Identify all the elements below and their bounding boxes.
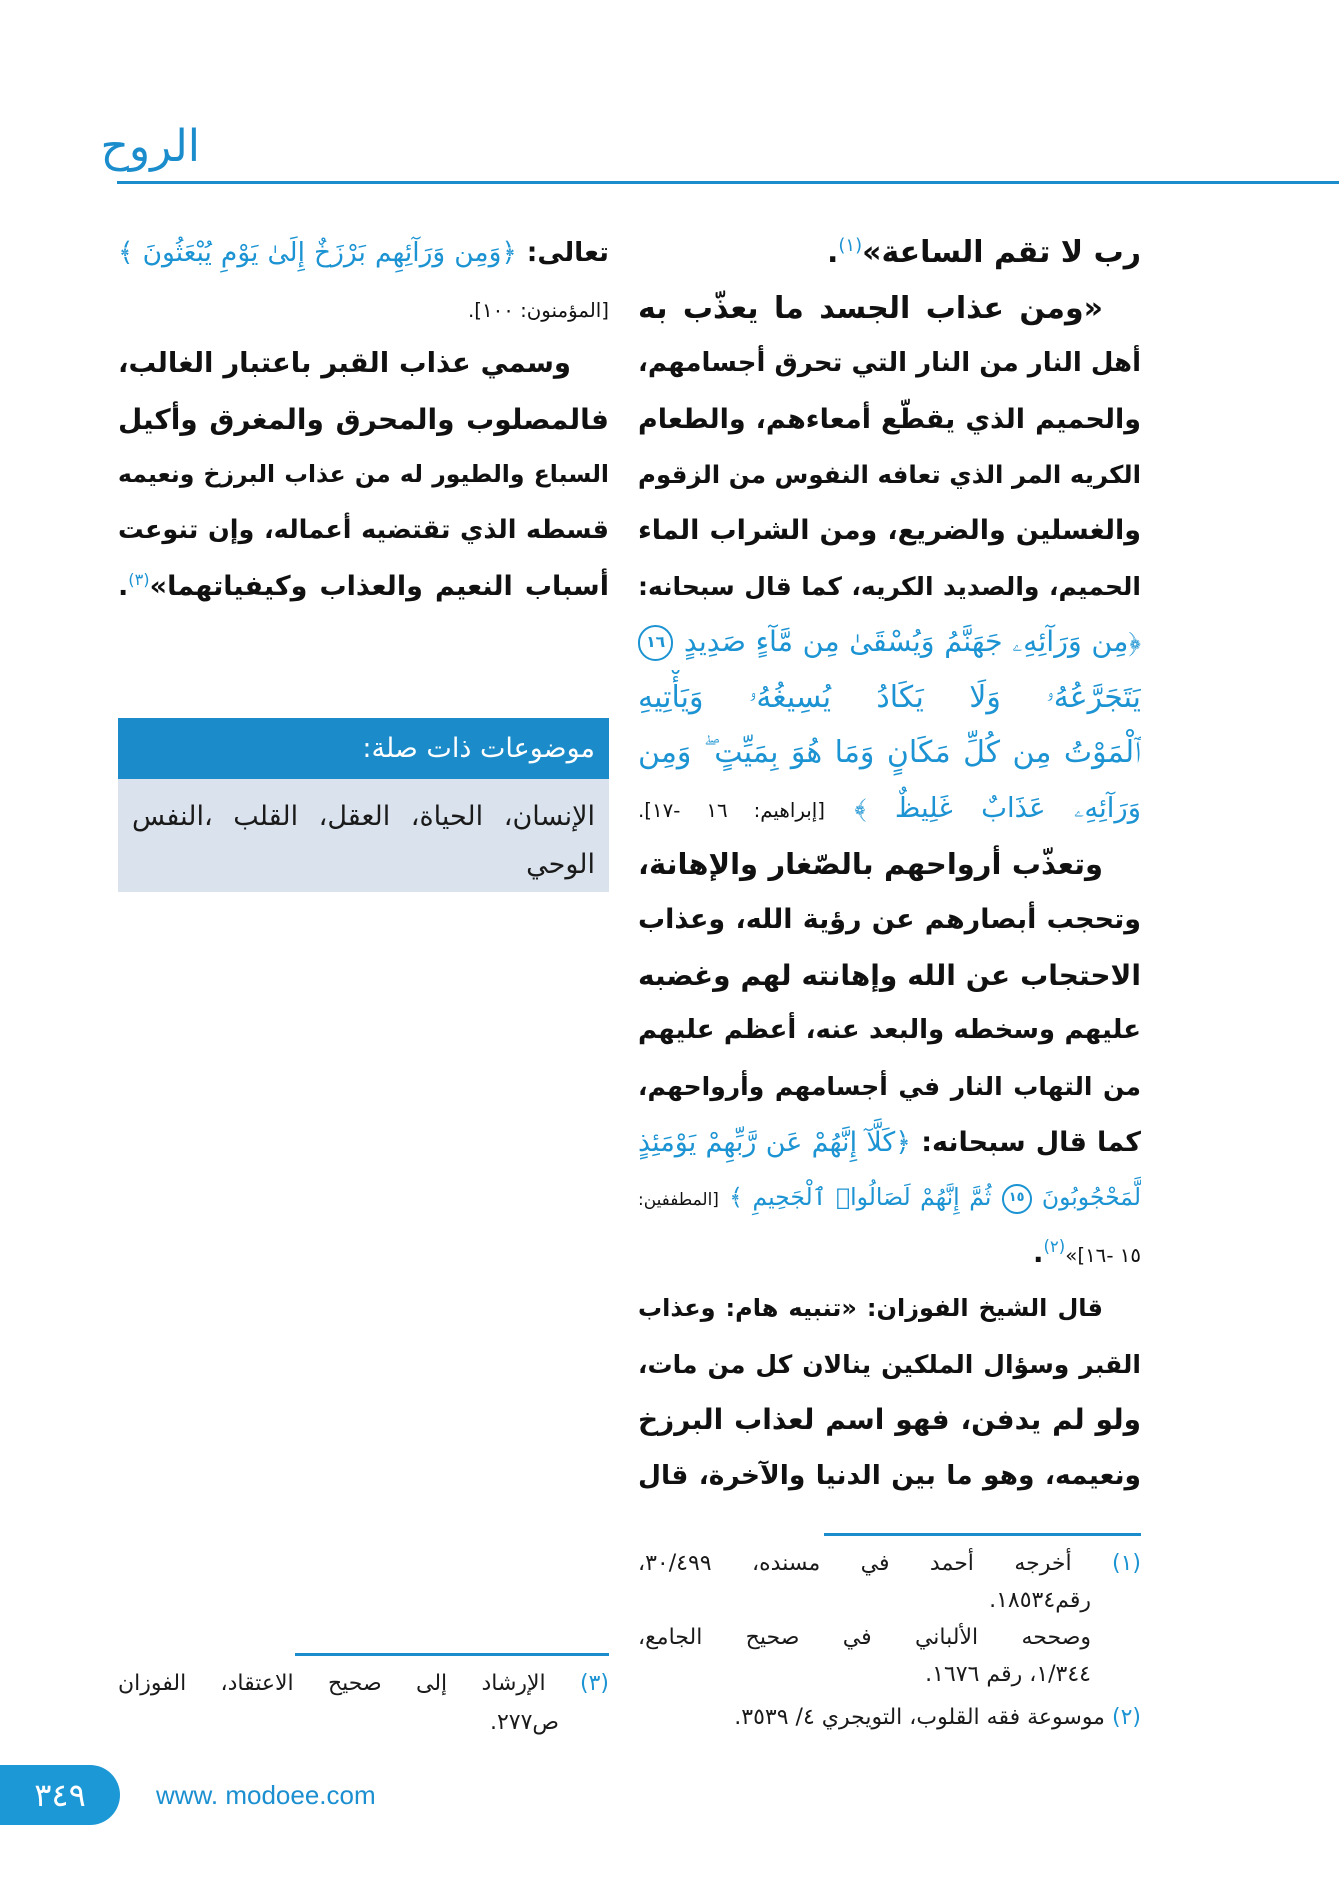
text-line — [118, 225, 609, 281]
line-text: القبر وسؤال الملكين ينالان كل من مات، — [638, 1349, 1141, 1379]
footnote-text: وصححه الألباني في صحيح الجامع، — [638, 1625, 1091, 1650]
footnote-line — [118, 1664, 609, 1703]
line-text: تعالى: — [526, 237, 609, 268]
verse-reference: [المؤمنون: ١٠٠]. — [467, 298, 609, 322]
text-line — [638, 837, 1141, 893]
verse-reference: [المطففين: — [638, 1189, 719, 1210]
quran-line — [638, 781, 1141, 837]
text-line — [638, 225, 1141, 281]
text-line — [638, 1226, 1141, 1282]
footnote-line — [638, 1699, 1141, 1736]
footnote-number: (١) — [1111, 1551, 1141, 1576]
line-text: من التهاب النار في أجسامهم وأرواحهم، — [638, 1071, 1141, 1101]
text-line — [638, 447, 1141, 503]
text-line — [118, 503, 609, 559]
text-line — [118, 336, 609, 392]
quran-verse-text: ٱلْمَوْتُ مِن كُلِّ مَكَانٍ وَمَا هُوَ بِمَيِّتٍ ۖ وَمِن — [638, 735, 1141, 771]
verse-reference: [إبراهيم: ١٦ -١٧]. — [638, 798, 825, 822]
quran-line — [638, 725, 1141, 781]
line-text: الاحتجاب عن الله وإهانته لهم وغضبه — [638, 958, 1141, 992]
footnote-line — [638, 1545, 1141, 1582]
footnote-line — [638, 1582, 1141, 1619]
text-line — [638, 1281, 1141, 1337]
footnote-text: ص٢٧٧. — [489, 1710, 559, 1735]
footnote-line — [118, 1703, 609, 1742]
line-text: قال الشيخ الفوزان: «تنبيه هام: وعذاب — [638, 1294, 1103, 1323]
footnote-text: أخرجه أحمد في مسنده، ٣٠/٤٩٩، — [638, 1551, 1072, 1576]
header-divider — [117, 181, 1339, 184]
footnote-text: رقم١٨٥٣٤. — [989, 1588, 1091, 1613]
related-topics-box — [118, 779, 609, 892]
quran-verse-text: يَتَجَرَّعُهُۥ وَلَا يَكَادُ يُسِيغُهُۥ وَيَأْتِيهِ — [638, 679, 1141, 715]
quran-verse-text: ﴿مِن وَرَآئِهِۦ جَهَنَّمُ وَيُسْقَىٰ مِن مَّآءٍ صَدِيدٍ — [683, 625, 1141, 659]
line-text: . — [118, 570, 129, 602]
text-line — [638, 281, 1141, 337]
related-topics-list — [118, 779, 609, 889]
footnote-number: (٣) — [579, 1671, 609, 1696]
footnote-line — [638, 1656, 1141, 1693]
line-text: السباع والطيور له من عذاب البرزخ ونعيمه — [118, 460, 609, 489]
line-text: الكريه المر الذي تعافه النفوس من الزقوم — [638, 460, 1141, 490]
text-line — [118, 281, 609, 337]
line-text: وتعذّب أرواحهم بالصّغار والإهانة، — [638, 846, 1103, 881]
quran-line — [638, 614, 1141, 670]
footnote-text: الإرشاد إلى صحيح الاعتقاد، الفوزان — [118, 1671, 546, 1696]
text-line — [638, 392, 1141, 448]
line-text: رب لا تقم الساعة» — [862, 235, 1141, 270]
text-line — [638, 1059, 1141, 1115]
quran-verse-text: ثُمَّ إِنَّهُمْ لَصَالُوا۟ ٱلْجَحِيمِ ﴾ — [729, 1183, 992, 1212]
line-text: أسباب النعيم والعذاب وكيفياتهما» — [149, 570, 609, 602]
page-number: ٣٤٩ — [34, 1776, 86, 1814]
line-text: كما قال سبحانه: — [921, 1126, 1141, 1158]
related-topics-header — [118, 718, 609, 779]
footnote-line — [638, 1619, 1141, 1656]
line-text: وسمي عذاب القبر باعتبار الغالب، — [118, 347, 571, 380]
quran-verse-text: وَرَآئِهِۦ عَذَابٌ غَلِيظٌ ﴾ — [854, 791, 1141, 824]
quran-verse-text: ﴿كَلَّآ إِنَّهُمْ عَن رَّبِّهِمْ يَوْمَئِذٍ — [638, 1126, 912, 1158]
footnote-marker: (١) — [838, 235, 863, 256]
footnotes-right — [638, 1545, 1141, 1736]
line-text: عليهم وسخطه والبعد عنه، أعظم عليهم — [638, 1015, 1141, 1046]
text-line — [638, 892, 1141, 948]
line-text: والحميم الذي يقطّع أمعاءهم، والطعام — [638, 403, 1141, 435]
line-text: أهل النار من النار التي تحرق أجسامهم، — [638, 348, 1141, 379]
text-line — [118, 392, 609, 448]
footnotes-left — [118, 1664, 609, 1742]
text-line — [638, 559, 1141, 615]
text-line — [638, 948, 1141, 1004]
line-text: فالمصلوب والمحرق والمغرق وأكيل — [118, 402, 609, 436]
ayah-number-marker: ١٥ — [1002, 1184, 1032, 1214]
footnote-number: (٢) — [1111, 1705, 1141, 1730]
text-line — [638, 336, 1141, 392]
left-text-column — [118, 225, 609, 614]
quran-verse-text: ﴿وَمِن وَرَآئِهِم بَرْزَخٌ إِلَىٰ يَوْمِ يُبْعَثُونَ ﴾ — [118, 237, 517, 268]
footnote-text: ١/٣٤٤، رقم ١٦٧٦. — [925, 1662, 1091, 1687]
text-line — [638, 1448, 1141, 1504]
related-topics-title: موضوعات ذات صلة: — [362, 733, 595, 764]
footnote-text: موسوعة فقه القلوب، التويجري ٤/ ٣٥٣٩. — [734, 1705, 1105, 1730]
line-text: . — [826, 235, 839, 270]
right-text-column — [638, 225, 1141, 1504]
footnote-marker: (٢) — [1043, 1236, 1066, 1256]
related-topics-line: الوحي — [526, 849, 595, 880]
line-text: ولو لم يدفن، فهو اسم لعذاب البرزخ — [638, 1403, 1141, 1437]
page-number-tab — [0, 1765, 120, 1825]
text-line — [638, 1115, 1141, 1171]
verse-reference: ١٥ -١٦]» — [1065, 1243, 1141, 1267]
text-line — [118, 447, 609, 503]
quran-line — [638, 670, 1141, 726]
footnote-divider — [824, 1533, 1141, 1536]
line-text: «ومن عذاب الجسد ما يعذّب به — [638, 290, 1103, 326]
line-text: الحميم، والصديد الكريه، كما قال سبحانه: — [638, 571, 1141, 601]
footnote-divider — [295, 1653, 609, 1656]
website-url: www. modoee.com — [156, 1780, 376, 1810]
text-line — [638, 1003, 1141, 1059]
quran-line — [638, 1170, 1141, 1226]
line-text: وتحجب أبصارهم عن رؤية الله، وعذاب — [638, 904, 1141, 936]
text-line — [638, 503, 1141, 559]
related-topics-line: الإنسان، الحياة، العقل، القلب ،النفس — [132, 801, 595, 832]
ayah-number-marker: ١٦ — [638, 625, 673, 660]
text-line — [118, 559, 609, 615]
quran-verse-text: لَّمَحْجُوبُونَ — [1041, 1183, 1141, 1212]
text-line — [638, 1392, 1141, 1448]
line-text: والغسلين والضريع، ومن الشراب الماء — [638, 514, 1141, 546]
chapter-title: الروح — [100, 121, 200, 172]
line-text: ونعيمه، وهو ما بين الدنيا والآخرة، قال — [638, 1460, 1141, 1492]
footnote-marker: (٣) — [128, 569, 150, 589]
line-text: . — [1033, 1236, 1044, 1269]
text-line — [638, 1337, 1141, 1393]
line-text: قسطه الذي تقتضيه أعماله، وإن تنوعت — [118, 514, 609, 545]
